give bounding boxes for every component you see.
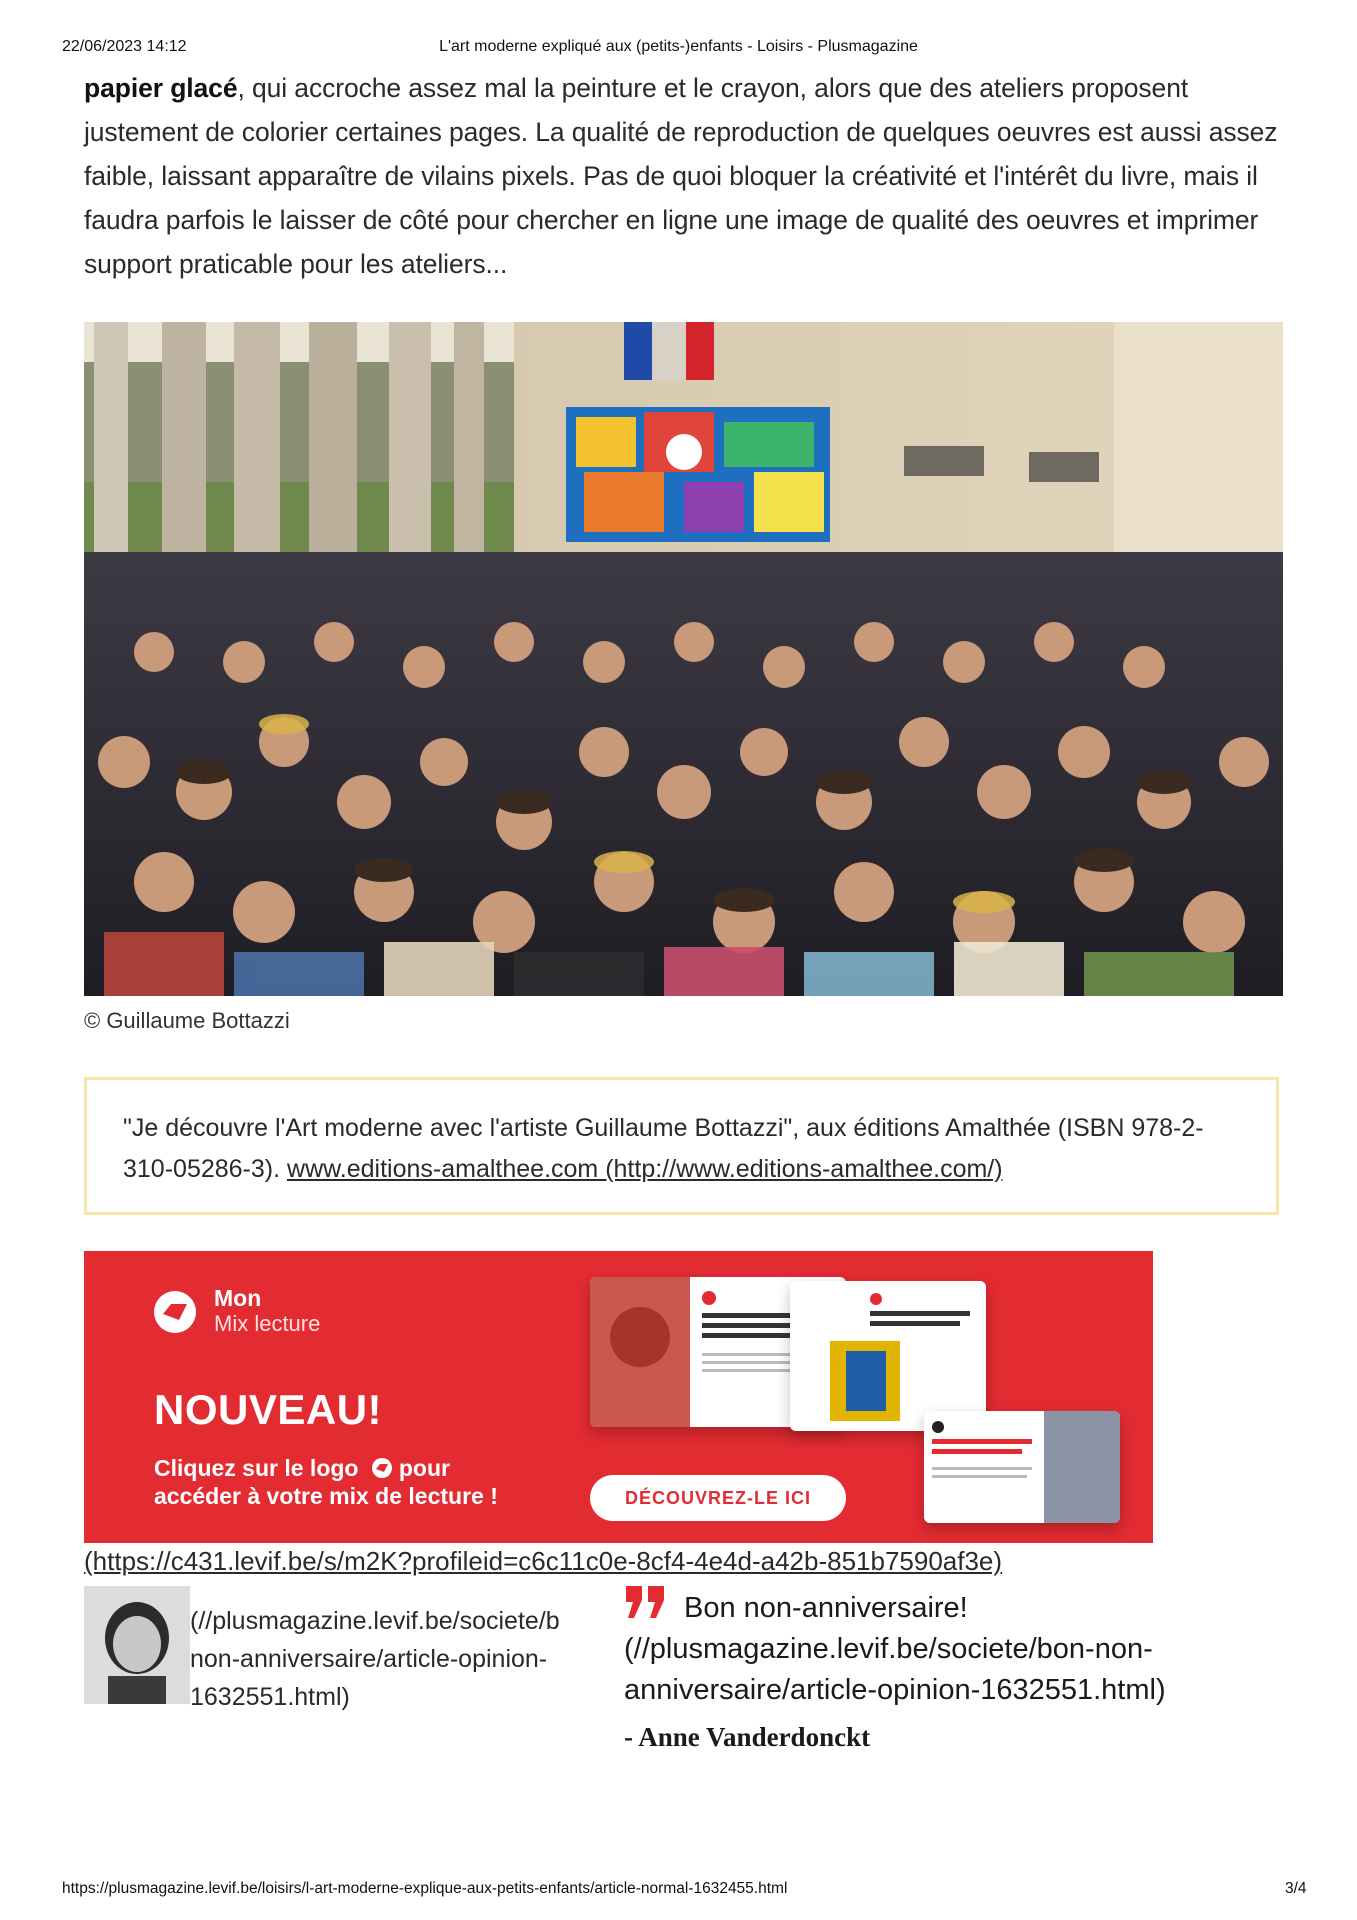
banner-headline: NOUVEAU! xyxy=(154,1386,383,1433)
author-avatar-link-line1: (//plusmagazine.levif.be/societe/b xyxy=(190,1607,560,1635)
opinion-author: - Anne Vanderdonckt xyxy=(624,1722,871,1752)
author-avatar[interactable] xyxy=(84,1586,190,1704)
preview-card xyxy=(924,1411,1120,1523)
banner-line1 xyxy=(154,1455,450,1482)
group-photo-illustration xyxy=(84,322,1283,996)
print-datetime: 22/06/2023 14:12 xyxy=(62,38,187,55)
banner-line1-text: Cliquez sur le logo xyxy=(154,1455,359,1481)
photo-caption: © Guillaume Bottazzi xyxy=(84,1008,290,1033)
banner-line1-suffix: pour xyxy=(398,1455,450,1481)
book-info-description: "Je découvre l'Art moderne avec l'artiste Guillaume Bottazzi", aux éditions Amalthée (ISBN 978-2-310-05286-3). xyxy=(123,1114,1204,1183)
opinion-title-link[interactable] xyxy=(624,1588,1304,1711)
opinion-title: Bon non-anniversaire! xyxy=(684,1592,968,1624)
author-avatar-link[interactable] xyxy=(190,1602,606,1716)
article-paragraph xyxy=(84,66,1284,286)
author-avatar-link-line3: 1632551.html) xyxy=(190,1683,350,1711)
author-portrait xyxy=(84,1586,190,1704)
author-avatar-link-line2: non-anniversaire/article-opinion- xyxy=(190,1645,548,1673)
article-text: , qui accroche assez mal la peinture et le crayon, alors que des ateliers proposent justement de colorier certaines pages. La qualité de reproduction de quelques oeuvres est aussi assez faible, laissant apparaître de vilains pixels. Pas de quoi bloquer la créativité et l'intérêt du livre, mais il faudra parfois le laisser de côté pour chercher en ligne une image de qualité des oeuvres et imprimer support praticable pour les ateliers... xyxy=(84,73,1278,279)
discover-button[interactable]: DÉCOUVREZ-LE ICI xyxy=(590,1475,846,1521)
book-info-box xyxy=(84,1077,1279,1215)
print-page-number: 3/4 xyxy=(1285,1880,1307,1897)
book-info-text xyxy=(123,1108,1243,1190)
print-footer-url: https://plusmagazine.levif.be/loisirs/l-art-moderne-explique-aux-petits-enfants/article-normal-1632455.html xyxy=(62,1880,788,1897)
preview-card xyxy=(790,1281,986,1431)
opinion-title-url: (//plusmagazine.levif.be/societe/bon-non-anniversaire/article-opinion-1632551.html) xyxy=(624,1633,1166,1706)
mix-lecture-banner[interactable] xyxy=(84,1251,1153,1543)
print-page-title: L'art moderne expliqué aux (petits-)enfants - Loisirs - Plusmagazine xyxy=(439,38,918,55)
mix-lecture-logo-icon xyxy=(154,1291,196,1333)
banner-ad-link[interactable]: (https://c431.levif.be/s/m2K?profileid=c6c11c0e-8cf4-4e4d-a42b-851b7590af3e) xyxy=(84,1546,1003,1576)
banner-logo-line2: Mix lecture xyxy=(214,1311,321,1336)
logo-inline-icon xyxy=(371,1457,393,1479)
publisher-link[interactable]: www.editions-amalthee.com (http://www.editions-amalthee.com/) xyxy=(287,1155,1003,1183)
article-lead-bold: papier glacé xyxy=(84,73,238,103)
banner-line2: accéder à votre mix de lecture ! xyxy=(154,1483,498,1509)
banner-logo-line1: Mon xyxy=(214,1285,262,1311)
article-photo xyxy=(84,322,1283,996)
